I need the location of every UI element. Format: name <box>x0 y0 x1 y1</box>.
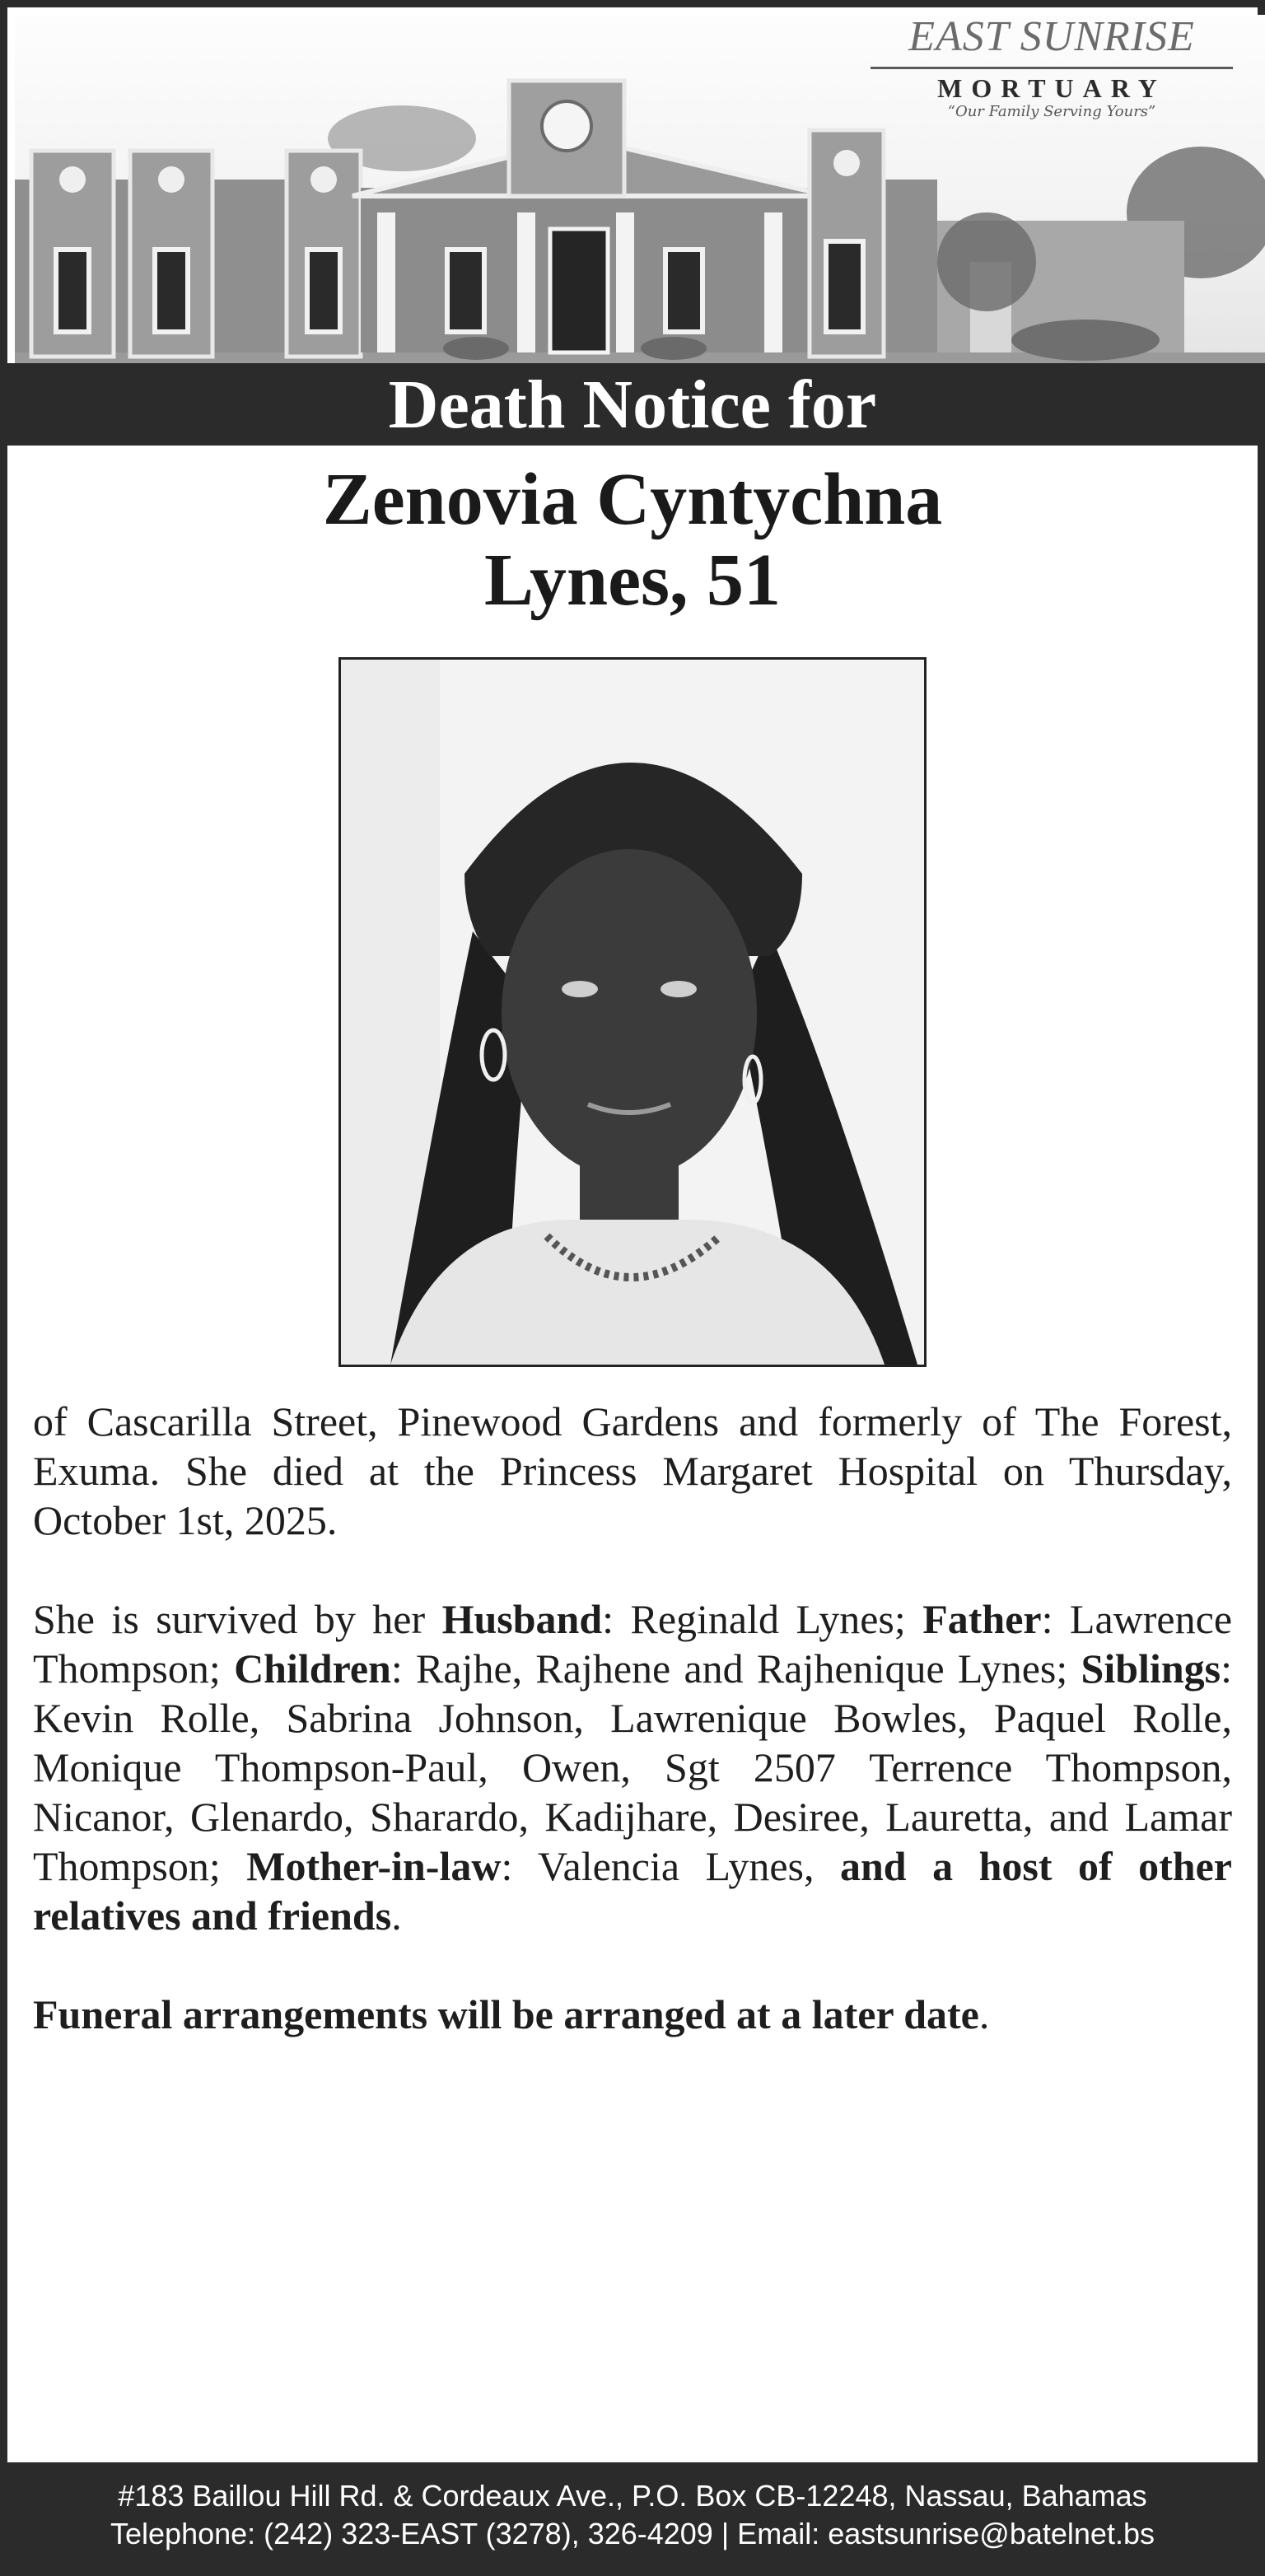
funeral-end: . <box>978 1991 990 2037</box>
husband-label: Husband <box>441 1596 603 1642</box>
children-text: : Rajhe, Rajhene and Rajhenique Lynes; <box>390 1645 1081 1692</box>
mortuary-logo <box>858 15 1245 120</box>
logo-divider <box>871 67 1233 69</box>
survived-intro: She is survived by her <box>33 1596 442 1642</box>
siblings-text: : Kevin Rolle, Sabrina Johnson, Lawrenique Bowles, Paquel Rolle, Monique Thompson-Paul, Owen, Sgt 2507 Terrence Thompson, Nicanor, Glenardo, Sharardo, Kadijhare, Desiree, Lauretta, and Lamar Thompson; <box>33 1645 1232 1889</box>
brand-name: EAST SUNRISE <box>908 15 1195 60</box>
husband-text: : Reginald Lynes; <box>602 1596 923 1642</box>
portrait-photo <box>338 657 927 1367</box>
siblings-label: Siblings <box>1081 1645 1221 1692</box>
father-label: Father <box>922 1596 1042 1642</box>
header-banner <box>15 15 1265 371</box>
funeral-paragraph <box>33 1990 1232 2039</box>
footer-address: #183 Baillou Hill Rd. & Cordeaux Ave., P.O. Box CB-12248, Nassau, Bahamas <box>118 2479 1147 2513</box>
mother-in-law-label: Mother-in-law <box>246 1843 502 1889</box>
intro-paragraph <box>33 1397 1232 1545</box>
children-label: Children <box>234 1645 391 1692</box>
intro-text: of Cascarilla Street, Pinewood Gardens and formerly of The Forest, Exuma. She died at the Princess Margaret Hospital on Thursday, October 1st, 2025. <box>33 1398 1232 1543</box>
footer-contact-line: Telephone: (242) 323-EAST (3278), 326-4209 | Email: eastsunrise@batelnet.bs <box>110 2517 1155 2550</box>
title-band <box>0 363 1265 446</box>
host-end: . <box>391 1892 402 1939</box>
name-line-1: Zenovia Cyntychna <box>322 459 943 540</box>
survivors-paragraph <box>33 1594 1232 1940</box>
footer-contact <box>0 2462 1265 2576</box>
brand-tagline: “Our Family Serving Yours” <box>947 102 1156 120</box>
deceased-name <box>0 460 1265 621</box>
brand-subtitle: MORTUARY <box>937 72 1166 103</box>
notice-title: Death Notice for <box>388 366 877 443</box>
father-text: : Lawrence Thompson; <box>33 1596 1233 1692</box>
name-line-2: Lynes, 51 <box>483 539 782 621</box>
mother-in-law-text: : Valencia Lynes, <box>501 1843 840 1889</box>
funeral-text: Funeral arrangements will be arranged at a later date <box>33 1991 979 2037</box>
notice-body <box>33 1397 1232 2088</box>
portrait-image <box>341 660 924 1365</box>
host-text: and a host of other relatives and friends <box>33 1843 1232 1939</box>
